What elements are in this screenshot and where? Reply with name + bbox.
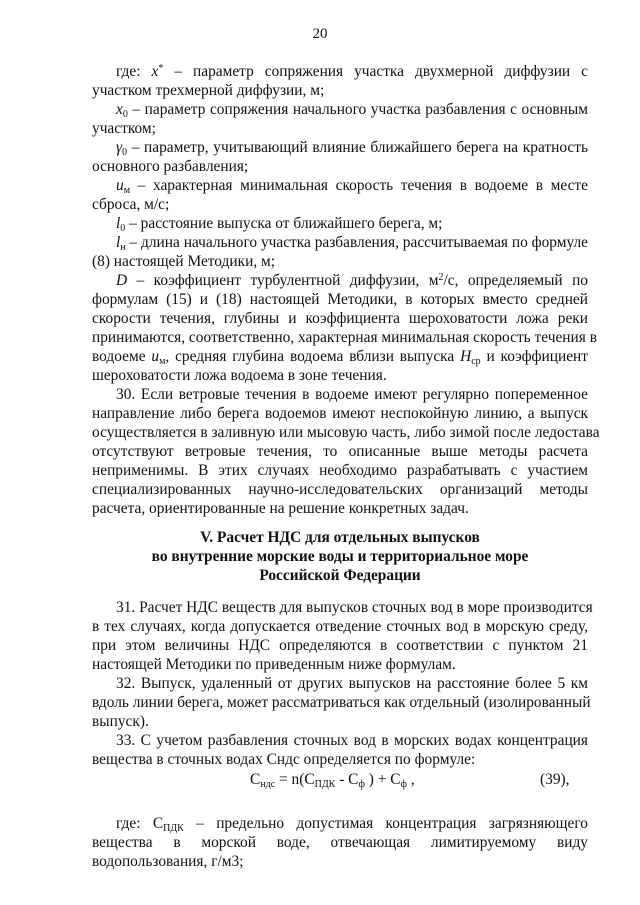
symbol-sub: н [120, 242, 126, 253]
text-line: формулам (15) и (18) настоящей Методики, в которых вместо средней [92, 291, 588, 308]
formula-sub: ндс [260, 779, 276, 790]
section-heading-line: Российской Федерации [259, 567, 421, 584]
text-span: – расстояние выпуска от ближайшего берега, м; [125, 215, 443, 232]
text-line: вещества в морской воде, отвечающая лимитируемому виду [92, 834, 588, 851]
text-line: осуществляется в заливную или мысовую часть, либо зимой после ледостава [92, 424, 600, 441]
text-span: – предельно допустимая концентрация загрязняющего [183, 815, 588, 832]
text-line: скорости течения, глубины и коэффициента шероховатости ложа реки [92, 310, 588, 327]
text-line: (8) настоящей Методики, м; [92, 253, 276, 270]
text-line: неприменимы. В этих случаях необходимо разрабатывать с участием [92, 462, 588, 479]
text-line: направление либо берега водоемов имеют неспокойную линию, а выпуск [92, 405, 588, 422]
text-span: где: С [116, 815, 164, 832]
text-line: 33. С учетом разбавления сточных вод в морских водах концентрация [116, 732, 588, 749]
symbol-sub: 0 [122, 147, 128, 158]
text-span: /с, определяемый по [443, 272, 589, 289]
text-span: – коэффициент турбулентной диффузии, м [127, 272, 439, 289]
symbol: u [116, 177, 124, 194]
text-line: шероховатости ложа водоема в зоне течения. [92, 367, 387, 384]
text-span: – параметр сопряжения участка двухмерной диффузии с [163, 63, 588, 80]
text-span: – параметр сопряжения начального участка разбавления с основным [127, 101, 588, 118]
text-line [116, 271, 588, 291]
text-line: водопользования, г/м3; [92, 853, 244, 870]
text-line: сброса, м/с; [92, 196, 170, 213]
text-line: при этом величины НДС определяются в соответствии с пунктом 21 [92, 637, 588, 654]
formula-part: C [250, 771, 261, 788]
formula-part: ) + C [364, 771, 401, 788]
text-line [116, 62, 588, 82]
text-line [116, 814, 588, 834]
text-line [116, 100, 588, 120]
formula-part: = n(C [275, 771, 315, 788]
symbol-sub: 0 [122, 109, 128, 120]
formula-sub: ф [400, 779, 408, 790]
text-span: , средняя глубина водоема вблизи выпуска [165, 348, 461, 365]
text-line: вдоль линии берега, может рассматриваться как отдельный (изолированный [92, 694, 591, 711]
text-span: водоеме [92, 348, 152, 365]
symbol-sub: ПДК [163, 823, 184, 834]
text-line: основного разбавления; [92, 158, 249, 175]
formula-39 [250, 770, 415, 790]
symbol-sub: 0 [120, 223, 126, 234]
page-number: 20 [312, 26, 328, 42]
symbol: H [460, 348, 472, 365]
text-line: 30. Если ветровые течения в водоеме имеют регулярно попеременное [116, 386, 588, 403]
text-line [116, 176, 588, 196]
text-line: в тех случаях, когда допускается отведение сточных вод в морскую среду, [92, 618, 588, 635]
symbol-sub: м [123, 185, 131, 196]
formula-sub: ПДК [314, 779, 336, 790]
section-heading-line: V. Расчет НДС для отдельных выпусков [200, 529, 480, 546]
text-span: и коэффициент [480, 348, 588, 365]
text-line: настоящей Методики по приведенным ниже формулам. [92, 656, 456, 673]
symbol-sup: * [158, 63, 164, 74]
text-line: 32. Выпуск, удаленный от других выпусков на расстояние более 5 км [116, 675, 588, 692]
text-line [116, 214, 588, 234]
text-span: – параметр, учитывающий влияние ближайшего берега на кратность [127, 139, 588, 156]
symbol: γ [116, 139, 123, 156]
text-line: вещества в сточных водах Cндс определяется по формуле: [92, 751, 476, 768]
text-line: участком; [92, 120, 156, 137]
text-line: 31. Расчет НДС веществ для выпусков сточных вод в море производится [116, 599, 593, 616]
symbol-sup: 2 [438, 272, 444, 283]
section-heading-line: во внутренние морские воды и территориальное море [151, 548, 529, 565]
text-line: выпуск). [92, 713, 149, 730]
equation-number: (39), [540, 771, 570, 788]
formula-part: - C [335, 771, 359, 788]
text-line [116, 233, 588, 253]
text-span: – характерная минимальная скорость течения в водоеме в месте [130, 177, 588, 194]
symbol: x [151, 63, 159, 80]
symbol: x [116, 101, 123, 118]
text-line: принимаются, соответственно, характерная минимальная скорость течения в [92, 329, 597, 346]
formula-sub: ф [358, 779, 365, 790]
formula-part: , [407, 771, 415, 788]
text-span: – длина начального участка разбавления, рассчитываемая по формуле [125, 234, 589, 251]
text-line: участком трехмерной диффузии, м; [92, 82, 325, 99]
text-line [116, 138, 588, 158]
symbol: D [116, 272, 128, 289]
text-span: где: [116, 63, 152, 80]
text-line [92, 347, 588, 367]
symbol: l [116, 215, 121, 232]
text-line: расчета, ориентированные на решение конкретных задач. [92, 500, 469, 517]
text-line: отсутствуют ветровые течения, то описанные выше методы расчета [92, 443, 588, 460]
symbol: l [116, 234, 121, 251]
symbol: u [151, 348, 160, 365]
text-line: специализированных научно-исследовательских организаций методы [92, 481, 588, 498]
symbol-sub: м [159, 356, 166, 367]
symbol-sub: ср [471, 356, 481, 367]
